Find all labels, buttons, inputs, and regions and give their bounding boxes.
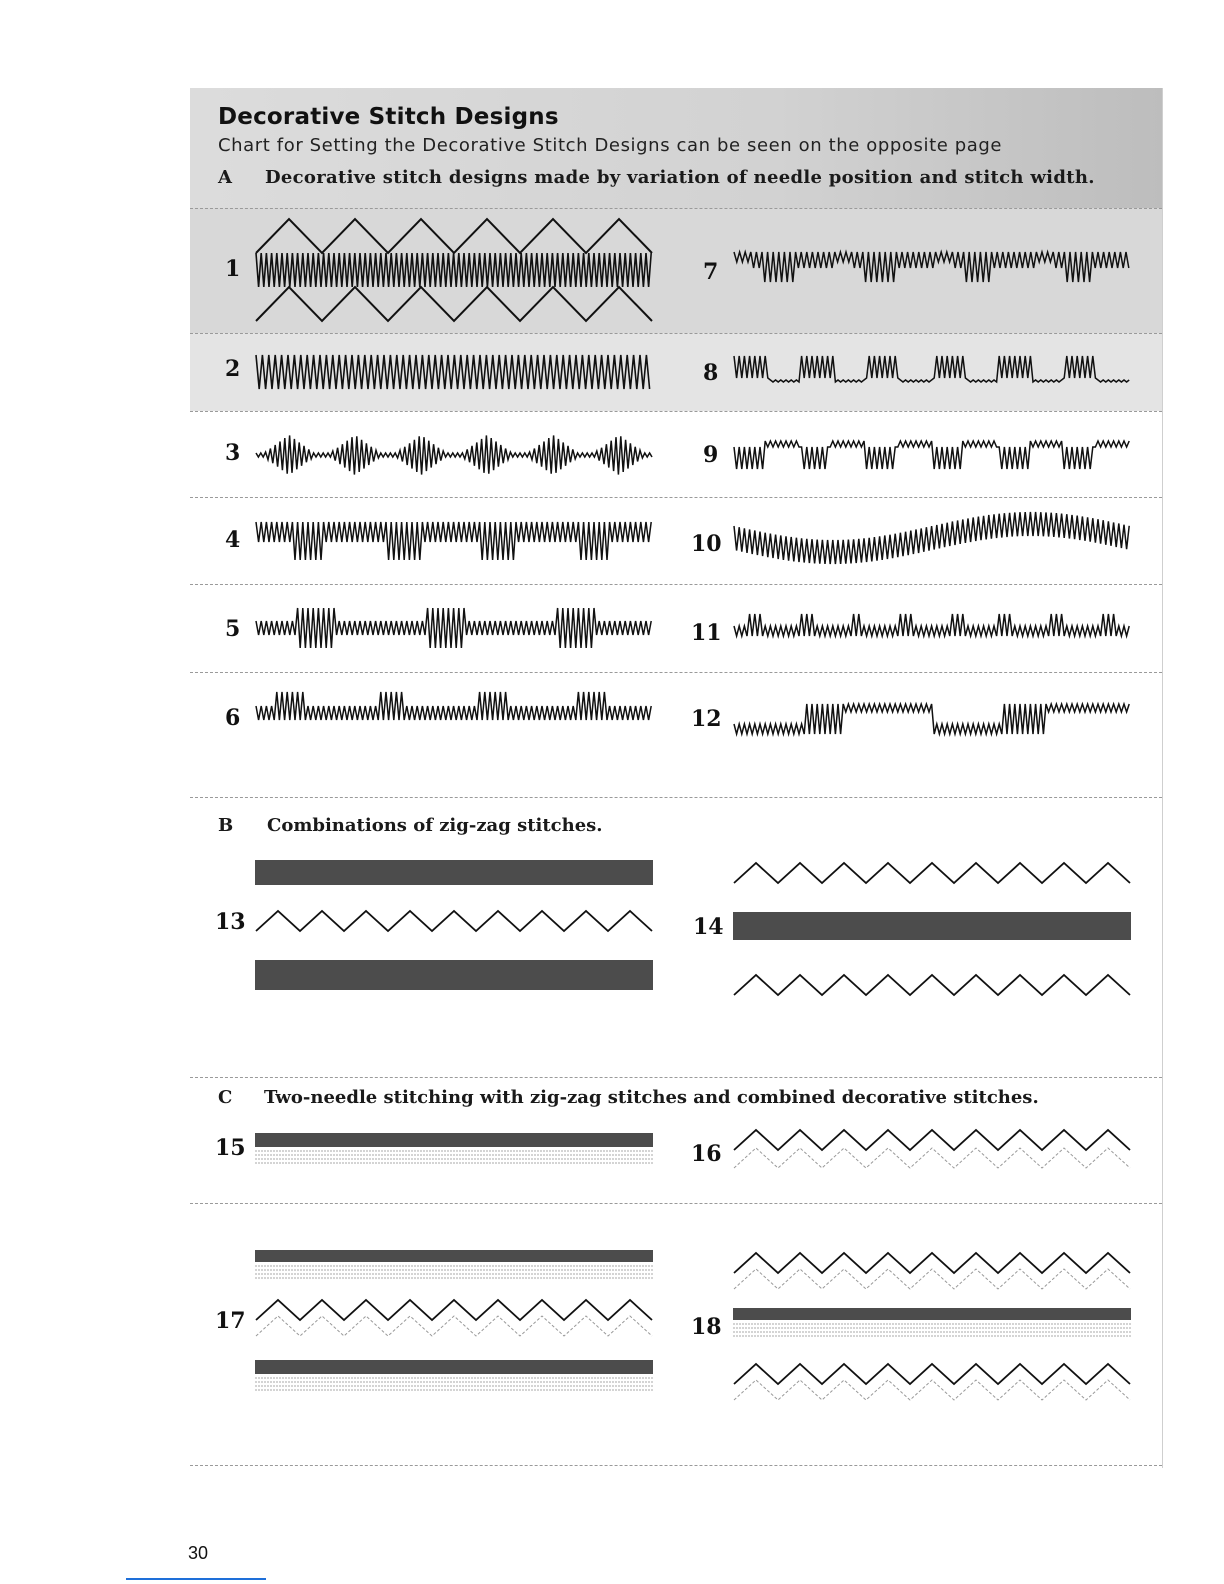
design-number-10: 10: [691, 531, 722, 557]
design-number-2: 2: [225, 356, 241, 382]
stitch-1-bottom: [256, 287, 652, 321]
stitch-9: [734, 441, 1129, 469]
stitch-10: [734, 512, 1129, 564]
stitch-18-band-dark: [734, 1308, 1130, 1320]
design-number-11: 11: [691, 620, 722, 646]
design-number-8: 8: [703, 360, 719, 386]
stitch-17-zigzag-dark: [256, 1300, 652, 1320]
design-number-4: 4: [225, 527, 241, 553]
stitch-12: [734, 704, 1129, 734]
stitch-6: [256, 692, 651, 720]
section-b-letter: B: [218, 815, 234, 836]
stitch-14-top: [734, 863, 1130, 883]
stitch-7: [734, 252, 1129, 282]
stitch-5: [256, 608, 651, 648]
design-number-13: 13: [215, 909, 246, 935]
design-number-18: 18: [691, 1314, 722, 1340]
stitch-3: [256, 435, 652, 474]
stitch-18-band-light: [734, 1323, 1130, 1338]
stitch-15-light: [256, 1150, 652, 1165]
stitch-13-top: [256, 860, 652, 885]
stitch-18-bottom-dark: [734, 1364, 1130, 1384]
stitch-17-bottom-light: [256, 1377, 652, 1392]
stitch-11: [734, 614, 1129, 636]
section-c-letter: C: [218, 1087, 233, 1108]
page-number: 30: [188, 1543, 209, 1563]
stitch-16-dark: [734, 1130, 1130, 1150]
design-number-17: 17: [215, 1308, 246, 1334]
stitch-1: [256, 253, 651, 287]
stitch-4: [256, 522, 651, 560]
page-title: Decorative Stitch Designs: [218, 104, 559, 130]
design-number-12: 12: [691, 706, 722, 732]
design-number-9: 9: [703, 442, 719, 468]
stitch-15-dark: [256, 1133, 652, 1147]
stitch-14-bottom: [734, 975, 1130, 995]
design-number-15: 15: [215, 1135, 246, 1161]
design-number-3: 3: [225, 440, 241, 466]
stitch-13-bottom: [256, 960, 652, 990]
stitch-8: [734, 356, 1129, 382]
design-number-6: 6: [225, 705, 241, 731]
page-subtitle: Chart for Setting the Decorative Stitch Designs can be seen on the opposite page: [218, 135, 1003, 156]
design-number-5: 5: [225, 616, 241, 642]
section-b-heading: Combinations of zig-zag stitches.: [267, 815, 603, 836]
stitch-17-zigzag-light: [256, 1316, 652, 1336]
design-number-14: 14: [693, 914, 724, 940]
section-c-heading: Two-needle stitching with zig-zag stitches and combined decorative stitches.: [264, 1087, 1039, 1108]
stitch-16-light: [734, 1148, 1130, 1168]
section-a-letter: A: [218, 167, 232, 188]
stitch-18-top-light: [734, 1269, 1130, 1289]
design-number-1: 1: [225, 256, 241, 282]
stitch-17-top-light: [256, 1265, 652, 1280]
section-a-heading: Decorative stitch designs made by variation of needle position and stitch width.: [265, 167, 1095, 188]
design-number-16: 16: [691, 1141, 722, 1167]
stitch-18-bottom-light: [734, 1380, 1130, 1400]
stitch-1-top: [256, 219, 652, 253]
footer-rule: [126, 1578, 266, 1580]
design-number-7: 7: [703, 259, 719, 285]
stitch-14-band: [734, 912, 1130, 940]
stitch-13-zigzag: [256, 911, 652, 931]
stitch-17-bottom-dark: [256, 1360, 652, 1374]
stitch-2: [256, 355, 650, 389]
stitch-17-top-dark: [256, 1250, 652, 1262]
stitch-18-top-dark: [734, 1253, 1130, 1273]
